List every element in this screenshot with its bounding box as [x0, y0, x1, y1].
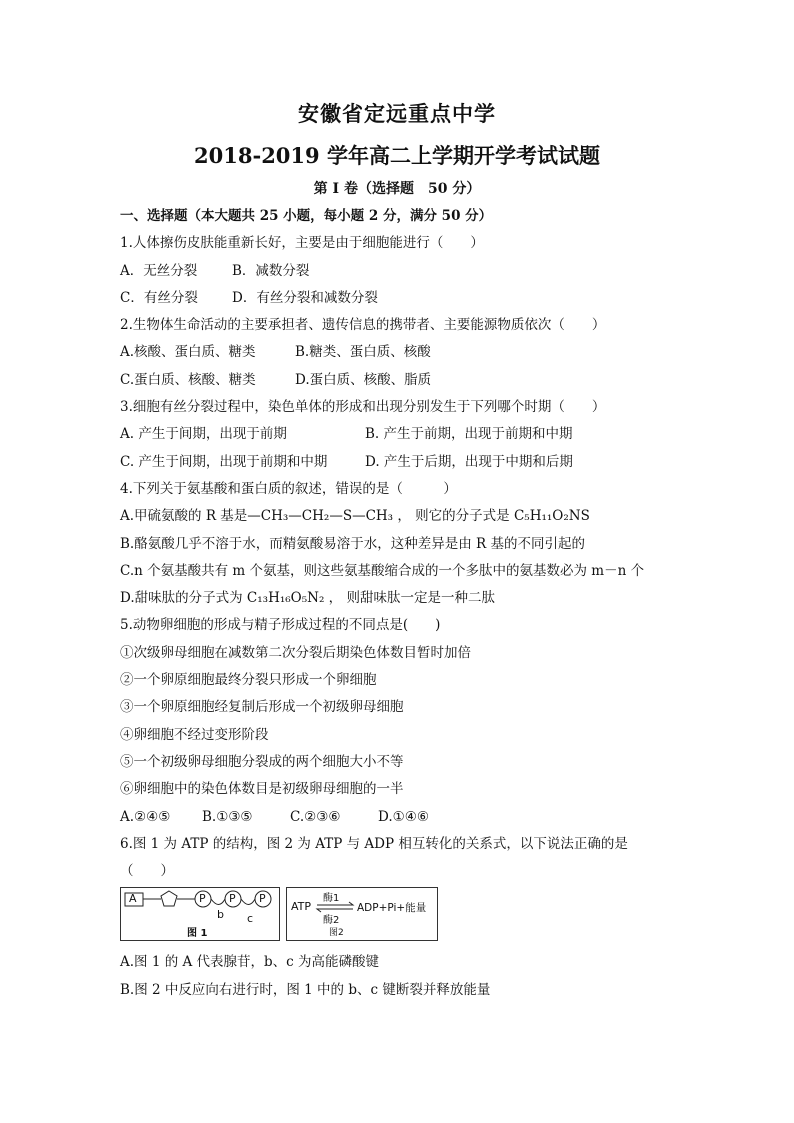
q4-option-b: B.酪氨酸几乎不溶于水，而精氨酸易溶于水，这种差异是由 R 基的不同引起的 [120, 535, 585, 552]
bond-b [211, 899, 225, 905]
q5-item-1: ①次级卵母细胞在减数第二次分裂后期染色体数目暂时加倍 [120, 644, 471, 661]
q2-options-row1 [120, 339, 680, 366]
q2-options-row2 [120, 367, 680, 394]
q5-item-4: ④卵细胞不经过变形阶段 [120, 726, 269, 743]
q5-options [120, 804, 680, 831]
q1-option-b: B．减数分裂 [232, 262, 310, 279]
q2-option-b: B.糖类、蛋白质、核酸 [295, 344, 431, 361]
q1-options-row1 [120, 258, 680, 285]
bond-c [241, 899, 255, 905]
atp-label: ATP [291, 900, 312, 914]
q3-option-a: A. 产生于间期，出现于前期 [120, 426, 287, 443]
q3-option-d: D. 产生于后期，出现于中期和后期 [365, 453, 573, 470]
question-body [120, 203, 680, 1004]
phosphate-label-3: P [259, 892, 266, 906]
q2-option-d: D.蛋白质、核酸、脂质 [295, 371, 432, 388]
section-heading: 一、选择题（本大题共 25 小题，每小题 2 分，满分 50 分） [120, 208, 493, 224]
ribose-pentagon [161, 891, 177, 906]
q3-options-row1 [120, 421, 680, 448]
q4-option-a: A.甲硫氨酸的 R 基是—CH₃—CH₂—S—CH₃ ， 则它的分子式是 C₅H₁₁O₂NS [120, 508, 590, 525]
q5-item-3: ③一个卵原细胞经复制后形成一个初级卵母细胞 [120, 699, 404, 716]
q4-option-c: C.n 个氨基酸共有 m 个氨基，则这些氨基酸缩合成的一个多肽中的氨基数必为 m－n 个 [120, 562, 645, 579]
bond-b-label: b [217, 908, 224, 922]
fig2-caption: 图2 [329, 928, 344, 939]
adp-label: ADP+Pi+能量 [357, 902, 427, 915]
exam-title: 2018-2019 学年高二上学期开学考试试题 [194, 143, 600, 168]
q6-paren: （ ） [120, 863, 174, 880]
enzyme2-label: 酶2 [323, 915, 340, 927]
school-title: 安徽省定远重点中学 [298, 101, 496, 126]
q5-item-6: ⑥卵细胞中的染色体数目是初级卵母细胞的一半 [120, 781, 404, 798]
q2-option-a: A.核酸、蛋白质、糖类 [120, 344, 256, 361]
q5-item-2: ②一个卵原细胞最终分裂只形成一个卵细胞 [120, 672, 377, 689]
q4-stem: 4.下列关于氨基酸和蛋白质的叙述，错误的是（ ） [120, 480, 457, 497]
q2-option-c: C.蛋白质、核酸、糖类 [120, 371, 256, 388]
q1-option-d: D．有丝分裂和减数分裂 [232, 289, 378, 306]
q6-figures [120, 887, 680, 949]
atp-structure-figure [120, 887, 280, 941]
phosphate-label-1: P [199, 892, 206, 906]
q5-option-c: C.②③⑥ [290, 808, 341, 825]
q4-option-d: D.甜味肽的分子式为 C₁₃H₁₆O₅N₂ ， 则甜味肽一定是一种二肽 [120, 590, 495, 607]
q5-option-d: D.①④⑥ [378, 808, 429, 825]
q5-option-b: B.①③⑤ [202, 808, 253, 825]
q6-stem: 6.图 1 为 ATP 的结构，图 2 为 ATP 与 ADP 相互转化的关系式，以下说法正确的是 [120, 835, 628, 852]
q3-options-row2 [120, 449, 680, 476]
atp-adp-figure [286, 887, 438, 941]
q1-option-c: C．有丝分裂 [120, 289, 198, 306]
q1-options-row2 [120, 285, 680, 312]
forward-arrowhead [349, 902, 353, 905]
q5-item-5: ⑤一个初级卵母细胞分裂成的两个细胞大小不等 [120, 753, 404, 770]
q5-option-a: A.②④⑤ [120, 808, 171, 825]
phosphate-label-2: P [229, 892, 236, 906]
fig1-caption: 图 1 [187, 928, 208, 940]
enzyme1-label: 酶1 [323, 893, 340, 905]
q6-option-a: A.图 1 的 A 代表腺苷，b、c 为高能磷酸键 [120, 954, 380, 971]
q1-stem: 1.人体擦伤皮肤能重新长好，主要是由于细胞能进行（ ） [120, 235, 484, 252]
volume-title: 第 I 卷（选择题 50 分） [313, 181, 481, 197]
q6-option-b: B.图 2 中反应向右进行时，图 1 中的 b、c 键断裂并释放能量 [120, 981, 491, 998]
q5-stem: 5.动物卵细胞的形成与精子形成过程的不同点是( ) [120, 617, 441, 634]
q3-option-b: B. 产生于前期，出现于前期和中期 [365, 426, 573, 443]
q3-stem: 3.细胞有丝分裂过程中，染色单体的形成和出现分别发生于下列哪个时期（ ） [120, 399, 606, 416]
adenine-label: A [129, 892, 137, 906]
bond-c-label: c [247, 912, 254, 926]
q2-stem: 2.生物体生命活动的主要承担者、遗传信息的携带者、主要能源物质依次（ ） [120, 317, 606, 334]
q3-option-c: C. 产生于间期，出现于前期和中期 [120, 453, 328, 470]
reverse-arrowhead [317, 909, 321, 912]
q1-option-a: A．无丝分裂 [120, 262, 198, 279]
